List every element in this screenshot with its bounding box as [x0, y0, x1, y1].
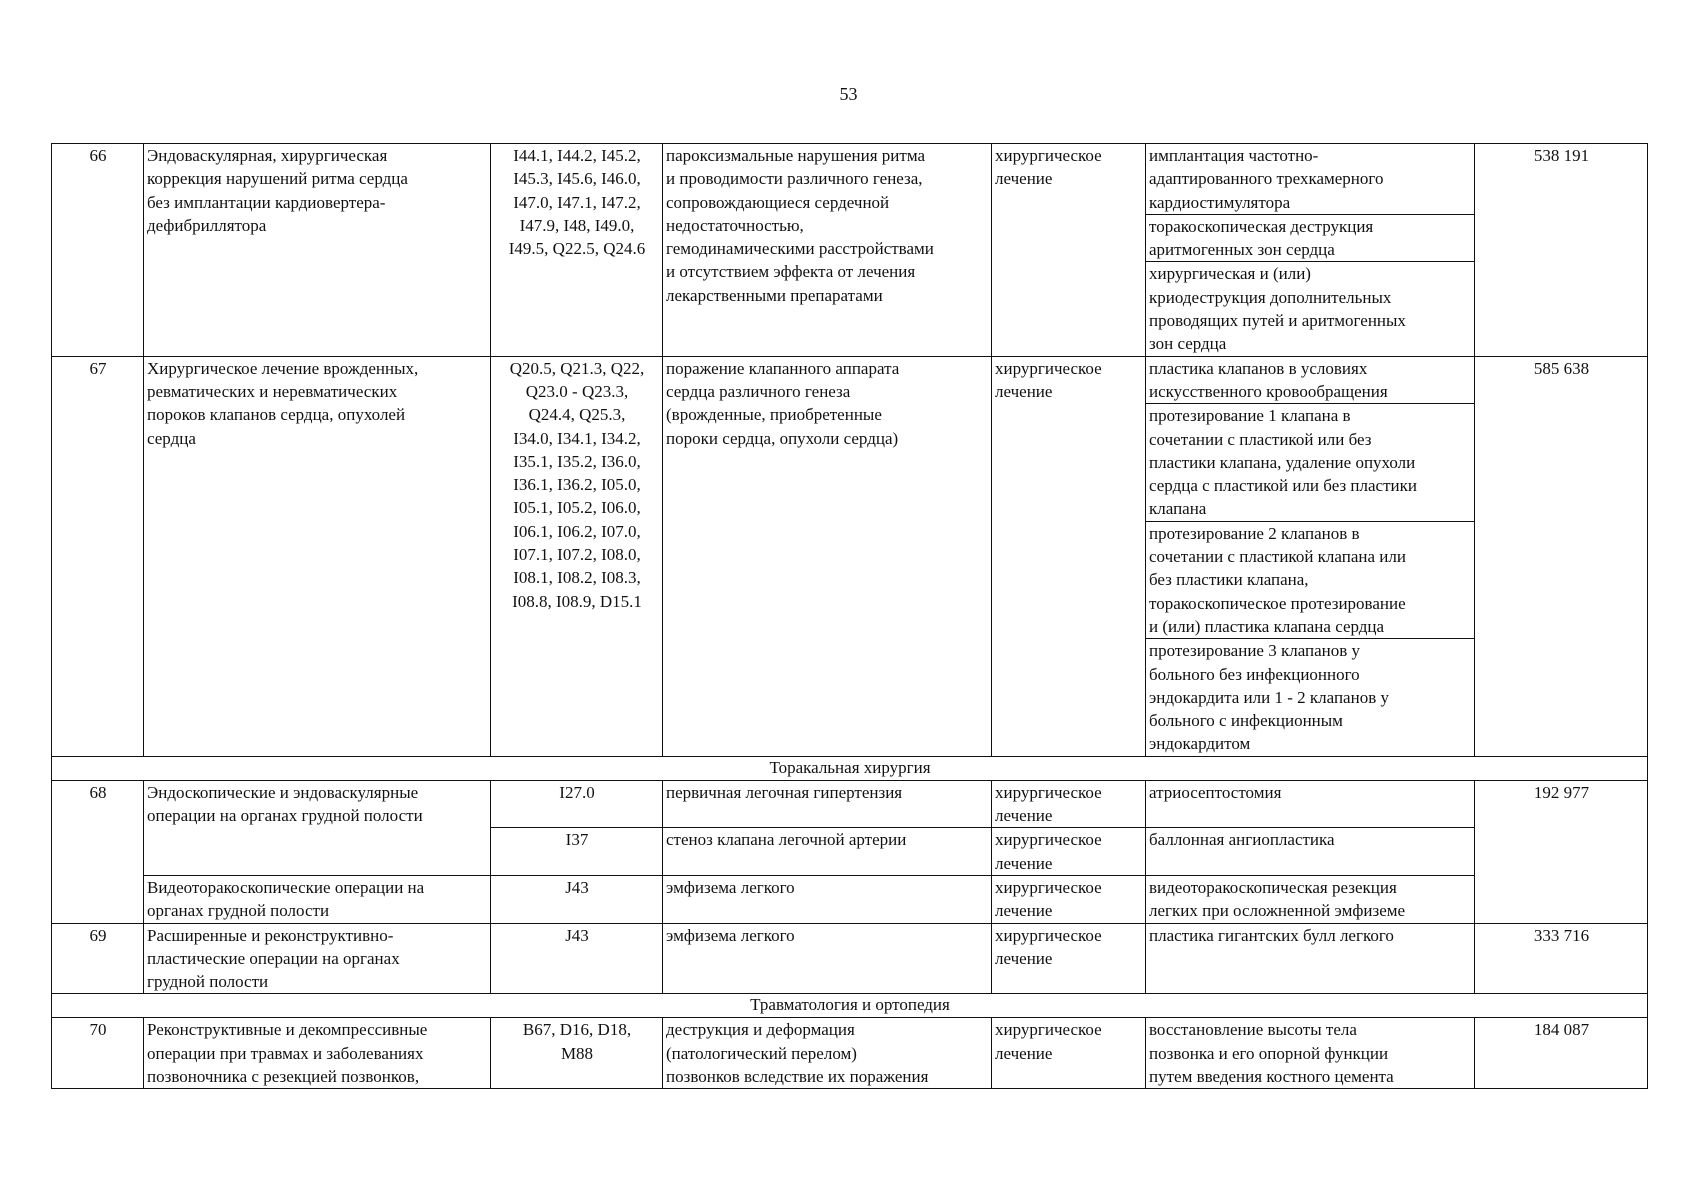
procedure-group-name: Видеоторакоскопические операции на органах грудной полости	[144, 875, 491, 923]
section-title-thoracic: Торакальная хирургия	[52, 756, 1648, 780]
procedure-group-name: Расширенные и реконструктивно- пластические операции на органах грудной полости	[144, 923, 491, 994]
treatment-type: хирургическое лечение	[992, 923, 1146, 994]
section-row	[52, 756, 1648, 780]
procedure-group-name: Хирургическое лечение врожденных, ревматических и неревматических пороков клапанов сердца, опухолей сердца	[144, 356, 491, 756]
procedure-group-name: Эндоскопические и эндоваскулярные операции на органах грудной полости	[144, 780, 491, 875]
table-subrow	[52, 875, 1648, 923]
treatment-type: хирургическое лечение	[992, 780, 1146, 828]
row-number: 69	[52, 923, 144, 994]
treatment-method: атриосептостомия	[1146, 780, 1475, 828]
table-row-69	[52, 923, 1648, 994]
icd-codes: I37	[491, 828, 663, 876]
treatment-type: хирургическое лечение	[992, 875, 1146, 923]
treatment-type: хирургическое лечение	[992, 1018, 1146, 1089]
treatment-method: баллонная ангиопластика	[1146, 828, 1475, 876]
price: 585 638	[1475, 356, 1648, 756]
price: 538 191	[1475, 144, 1648, 357]
treatment-method: пластика клапанов в условиях искусственного кровообращения	[1146, 356, 1475, 404]
treatment-method: видеоторакоскопическая резекция легких при осложненной эмфиземе	[1146, 875, 1475, 923]
table-row-66	[52, 144, 1648, 215]
treatment-type: хирургическое лечение	[992, 828, 1146, 876]
icd-codes: B67, D16, D18, M88	[491, 1018, 663, 1089]
treatment-method: восстановление высоты тела позвонка и его опорной функции путем введения костного цемента	[1146, 1018, 1475, 1089]
price: 192 977	[1475, 780, 1648, 923]
treatment-method: пластика гигантских булл легкого	[1146, 923, 1475, 994]
diagnosis: эмфизема легкого	[663, 875, 992, 923]
row-number: 68	[52, 780, 144, 923]
icd-codes: J43	[491, 875, 663, 923]
row-number: 67	[52, 356, 144, 756]
section-row	[52, 994, 1648, 1018]
diagnosis: эмфизема легкого	[663, 923, 992, 994]
treatment-method: протезирование 2 клапанов в сочетании с пластикой клапана или без пластики клапана, торакоскопическое протезирование и (или) пластика клапана сердца	[1146, 521, 1475, 638]
treatment-method: имплантация частотно- адаптированного трехкамерного кардиостимулятора	[1146, 144, 1475, 215]
treatment-method: протезирование 1 клапана в сочетании с пластикой или без пластики клапана, удаление опухоли сердца с пластикой или без пластики клапана	[1146, 404, 1475, 521]
row-number: 70	[52, 1018, 144, 1089]
procedure-group-name: Эндоваскулярная, хирургическая коррекция нарушений ритма сердца без имплантации кардиовертера- дефибриллятора	[144, 144, 491, 357]
diagnosis: деструкция и деформация (патологический перелом) позвонков вследствие их поражения	[663, 1018, 992, 1089]
page-number: 53	[839, 84, 858, 104]
icd-codes: I44.1, I44.2, I45.2, I45.3, I45.6, I46.0, I47.0, I47.1, I47.2, I47.9, I48, I49.0, I49.5, Q22.5, Q24.6	[491, 144, 663, 357]
diagnosis: стеноз клапана легочной артерии	[663, 828, 992, 876]
price: 184 087	[1475, 1018, 1648, 1089]
table-row-68	[52, 780, 1648, 828]
treatment-method: хирургическая и (или) криодеструкция дополнительных проводящих путей и аритмогенных зон сердца	[1146, 262, 1475, 356]
table-row-67	[52, 356, 1648, 404]
diagnosis: пароксизмальные нарушения ритма и проводимости различного генеза, сопровождающиеся сердечной недостаточностью, гемодинамическими расстройствами и отсутствием эффекта от лечения лекарственными препаратами	[663, 144, 992, 357]
section-title-trauma: Травматология и ортопедия	[52, 994, 1648, 1018]
procedure-group-name: Реконструктивные и декомпрессивные операции при травмах и заболеваниях позвоночника с резекцией позвонков,	[144, 1018, 491, 1089]
treatment-type: хирургическое лечение	[992, 356, 1146, 756]
treatment-type: хирургическое лечение	[992, 144, 1146, 357]
price: 333 716	[1475, 923, 1648, 994]
row-number: 66	[52, 144, 144, 357]
treatment-method: протезирование 3 клапанов у больного без инфекционного эндокардита или 1 - 2 клапанов у больного с инфекционным эндокардитом	[1146, 639, 1475, 756]
treatment-method: торакоскопическая деструкция аритмогенных зон сердца	[1146, 214, 1475, 262]
table-row-70	[52, 1018, 1648, 1089]
icd-codes: I27.0	[491, 780, 663, 828]
diagnosis: поражение клапанного аппарата сердца различного генеза (врожденные, приобретенные пороки сердца, опухоли сердца)	[663, 356, 992, 756]
icd-codes: J43	[491, 923, 663, 994]
icd-codes: Q20.5, Q21.3, Q22, Q23.0 - Q23.3, Q24.4, Q25.3, I34.0, I34.1, I34.2, I35.1, I35.2, I36.0, I36.1, I36.2, I05.0, I05.1, I05.2, I06.0, I06.1, I06.2, I07.0, I07.1, I07.2, I08.0, I08.1, I08.2, I08.3, I08.8, I08.9, D15.1	[491, 356, 663, 756]
diagnosis: первичная легочная гипертензия	[663, 780, 992, 828]
medical-care-table	[51, 143, 1648, 1089]
